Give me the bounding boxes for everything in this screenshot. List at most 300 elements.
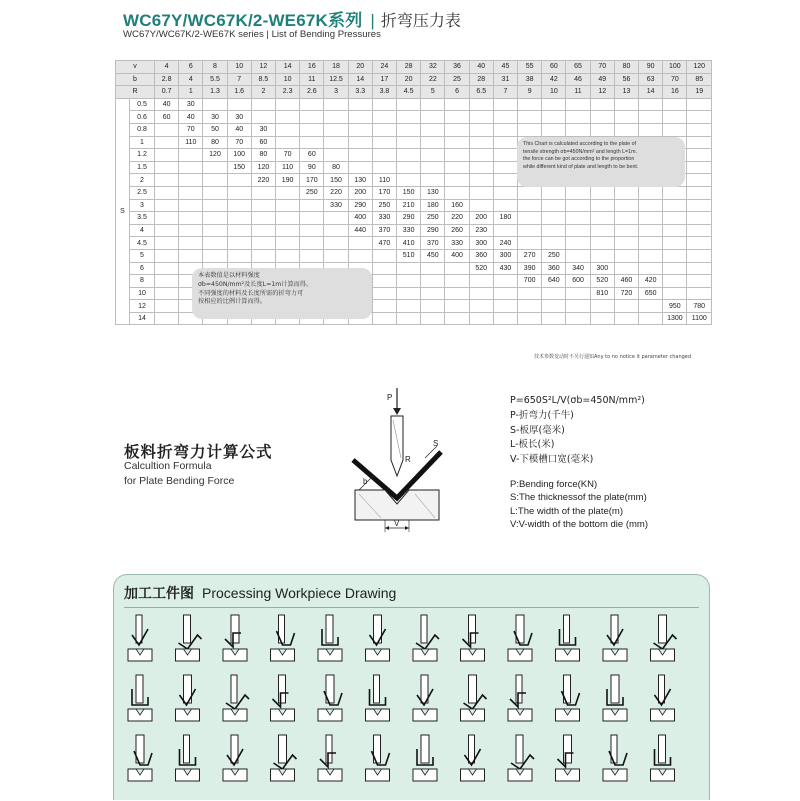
pressure-cell: 50: [203, 123, 227, 136]
header-cell: 63: [639, 73, 663, 86]
pressure-cell: [445, 123, 469, 136]
pressure-cell: 30: [179, 98, 203, 111]
header-cell: 16: [663, 86, 687, 99]
pressure-cell: [179, 161, 203, 174]
header-cell: 12: [251, 61, 275, 74]
pressure-cell: [590, 237, 614, 250]
header-cell: 16: [300, 61, 324, 74]
pressure-cell: [469, 149, 493, 162]
pressure-cell: [614, 123, 638, 136]
pressure-cell: 190: [276, 174, 300, 187]
def-cn: V-下模槽口宽(毫米): [510, 454, 594, 466]
pressure-cell: [179, 237, 203, 250]
pressure-cell: [469, 174, 493, 187]
pressure-cell: 330: [372, 212, 396, 225]
formula-title-cn: 板料折弯力计算公式: [124, 443, 273, 461]
pressure-cell: [155, 249, 179, 262]
pressure-cell: [445, 136, 469, 149]
pressure-cell: [251, 186, 275, 199]
pressure-cell: [566, 111, 590, 124]
thickness-cell: 5: [130, 249, 155, 262]
pressure-cell: 250: [421, 212, 445, 225]
note-en-line: while different kind of plate and length to be bent.: [523, 163, 639, 170]
pressure-cell: 400: [348, 212, 372, 225]
formula-title-en-line2: for Plate Bending Force: [124, 475, 235, 487]
pressure-cell: [469, 123, 493, 136]
pressure-cell: [276, 98, 300, 111]
pressure-cell: [251, 212, 275, 225]
pressure-cell: 200: [348, 186, 372, 199]
pressure-cell: 120: [251, 161, 275, 174]
header-cell: 40: [469, 61, 493, 74]
pressure-cell: [155, 212, 179, 225]
pressure-cell: [639, 312, 663, 325]
header-cell: 10: [542, 86, 566, 99]
workpiece-icon: [318, 675, 342, 721]
pressure-cell: 300: [469, 237, 493, 250]
label-s: S: [433, 439, 439, 448]
pressure-cell: [179, 224, 203, 237]
table-row: [116, 212, 712, 225]
pressure-cell: [397, 262, 421, 275]
pressure-cell: [687, 199, 712, 212]
pressure-cell: [300, 199, 324, 212]
header-cell: 32: [421, 61, 445, 74]
header-cell: 90: [639, 61, 663, 74]
workpiece-icon: [603, 675, 627, 721]
pressure-cell: [566, 186, 590, 199]
pressure-cell: 80: [324, 161, 348, 174]
pressure-cell: [493, 287, 517, 300]
pressure-cell: [590, 300, 614, 313]
pressure-cell: 80: [251, 149, 275, 162]
pressure-cell: [372, 249, 396, 262]
header-cell: 19: [687, 86, 712, 99]
workpiece-icon: [223, 735, 247, 781]
pressure-cell: 290: [348, 199, 372, 212]
pressure-cell: [469, 287, 493, 300]
pressure-cell: 410: [397, 237, 421, 250]
pressure-cell: 220: [445, 212, 469, 225]
pressure-cell: [203, 186, 227, 199]
def-cn: L-板长(米): [510, 439, 555, 451]
pressure-cell: [687, 149, 712, 162]
pressure-cell: [421, 312, 445, 325]
pressure-cell: 250: [300, 186, 324, 199]
pressure-cell: [300, 237, 324, 250]
pressure-cell: [590, 224, 614, 237]
header-cell: 2: [251, 86, 275, 99]
pressure-cell: 110: [179, 136, 203, 149]
pressure-cell: [542, 98, 566, 111]
pressure-cell: [445, 161, 469, 174]
table-footnote: 技术参数变动时不另行通知Any to no notice it parameter changed: [534, 354, 692, 360]
pressure-cell: [566, 224, 590, 237]
formula-title-en-line1: Calcultion Formula: [124, 460, 212, 472]
pressure-cell: [179, 249, 203, 262]
pressure-cell: [445, 186, 469, 199]
workpiece-icon: [651, 615, 677, 661]
pressure-cell: [687, 186, 712, 199]
pressure-cell: [663, 275, 687, 288]
pressure-cell: [542, 123, 566, 136]
pressure-cell: [566, 287, 590, 300]
pressure-cell: [372, 262, 396, 275]
s-axis-label: S: [116, 98, 130, 325]
pressure-cell: [203, 161, 227, 174]
pressure-cell: 220: [251, 174, 275, 187]
pressure-cell: 330: [445, 237, 469, 250]
workpiece-icon: [651, 675, 675, 721]
pressure-cell: [348, 149, 372, 162]
pressure-cell: [614, 186, 638, 199]
pressure-cell: [663, 262, 687, 275]
pressure-cell: [155, 275, 179, 288]
pressure-cell: [639, 186, 663, 199]
pressure-cell: [518, 300, 542, 313]
pressure-cell: 400: [445, 249, 469, 262]
header-cell: 60: [542, 61, 566, 74]
header-cell: 11: [300, 73, 324, 86]
pressure-cell: [300, 249, 324, 262]
row-label: v: [116, 61, 155, 74]
thickness-cell: 2.5: [130, 186, 155, 199]
workpiece-icon: [366, 675, 390, 721]
pressure-cell: 180: [421, 199, 445, 212]
pressure-cell: [155, 174, 179, 187]
pressure-cell: [251, 249, 275, 262]
header-cell: 2.6: [300, 86, 324, 99]
pressure-cell: [542, 224, 566, 237]
pressure-cell: [445, 149, 469, 162]
pressure-cell: 510: [397, 249, 421, 262]
header-cell: 4.5: [397, 86, 421, 99]
pressure-cell: [687, 98, 712, 111]
formula-legend-en: [510, 478, 648, 532]
pressure-cell: [639, 300, 663, 313]
header-cell: 56: [614, 73, 638, 86]
thickness-cell: 3: [130, 199, 155, 212]
pressure-cell: [493, 174, 517, 187]
pressure-cell: [542, 312, 566, 325]
pressure-cell: [493, 312, 517, 325]
thickness-cell: 0.6: [130, 111, 155, 124]
pressure-cell: [179, 174, 203, 187]
pressure-cell: 390: [518, 262, 542, 275]
pressure-cell: [155, 161, 179, 174]
pressure-cell: [203, 174, 227, 187]
pressure-cell: [203, 199, 227, 212]
pressure-cell: 80: [203, 136, 227, 149]
pressure-cell: [469, 111, 493, 124]
pressure-cell: [518, 287, 542, 300]
pressure-cell: [203, 224, 227, 237]
pressure-cell: [469, 161, 493, 174]
workpiece-icon: [223, 615, 247, 661]
pressure-cell: [614, 300, 638, 313]
header-cell: 100: [663, 61, 687, 74]
pressure-cell: [421, 300, 445, 313]
pressure-cell: [445, 300, 469, 313]
workpiece-icon: [128, 735, 152, 781]
header-cell: 42: [542, 73, 566, 86]
pressure-cell: [493, 111, 517, 124]
header-cell: 80: [614, 61, 638, 74]
pressure-cell: [155, 123, 179, 136]
pressure-cell: [469, 186, 493, 199]
pressure-cell: [542, 212, 566, 225]
header-cell: 85: [687, 73, 712, 86]
header-cell: 28: [469, 73, 493, 86]
workpiece-icon: [461, 615, 485, 661]
thickness-cell: 0.8: [130, 123, 155, 136]
pressure-cell: [663, 249, 687, 262]
pressure-cell: [179, 186, 203, 199]
workpiece-icon: [318, 735, 342, 781]
workpiece-icon: [318, 615, 342, 661]
header-cell: 12: [590, 86, 614, 99]
header-cell: 120: [687, 61, 712, 74]
pressure-cell: 70: [227, 136, 251, 149]
pressure-cell: [445, 98, 469, 111]
pressure-cell: [590, 98, 614, 111]
pressure-cell: 640: [542, 275, 566, 288]
pressure-cell: 200: [469, 212, 493, 225]
workpiece-icon: [128, 615, 152, 661]
pressure-cell: [276, 212, 300, 225]
pressure-cell: [687, 174, 712, 187]
pressure-cell: 470: [372, 237, 396, 250]
pressure-cell: 330: [397, 224, 421, 237]
pressure-cell: 520: [590, 275, 614, 288]
row-v: [116, 61, 712, 74]
pressure-cell: [397, 174, 421, 187]
workpiece-drawing-panel: [113, 574, 710, 800]
pressure-cell: 340: [566, 262, 590, 275]
pressure-cell: [397, 300, 421, 313]
pressure-cell: [227, 199, 251, 212]
def-en: L:The width of the plate(m): [510, 505, 623, 517]
workpiece-icon: [603, 615, 627, 661]
workpiece-icon: [461, 675, 487, 721]
pressure-cell: [590, 123, 614, 136]
pressure-cell: [566, 98, 590, 111]
pressure-cell: 600: [566, 275, 590, 288]
pressure-cell: [276, 249, 300, 262]
pressure-cell: [614, 98, 638, 111]
pressure-cell: [566, 123, 590, 136]
row-label: R: [116, 86, 155, 99]
pressure-cell: 300: [493, 249, 517, 262]
pressure-cell: 290: [421, 224, 445, 237]
pressure-cell: [276, 123, 300, 136]
note-cn-line: 不同强度的材料及长度所需的折弯力可: [198, 289, 304, 297]
header-cell: 12.5: [324, 73, 348, 86]
pressure-cell: [518, 237, 542, 250]
def-cn: P-折弯力(千牛): [510, 409, 574, 421]
pressure-cell: [397, 98, 421, 111]
pressure-cell: [300, 123, 324, 136]
pressure-cell: [348, 136, 372, 149]
pressure-cell: [276, 136, 300, 149]
workpiece-icon: [413, 735, 437, 781]
pressure-cell: 150: [227, 161, 251, 174]
thickness-cell: 0.5: [130, 98, 155, 111]
pressure-cell: [155, 199, 179, 212]
pressure-cell: [227, 186, 251, 199]
pressure-cell: 780: [687, 300, 712, 313]
pressure-cell: [276, 237, 300, 250]
workpiece-icon: [461, 735, 485, 781]
workpiece-icon: [556, 735, 580, 781]
pressure-cell: 40: [179, 111, 203, 124]
header-cell: 5.5: [203, 73, 227, 86]
label-p: P: [387, 393, 393, 402]
pressure-cell: [397, 161, 421, 174]
panel-title-en: Processing Workpiece Drawing: [202, 585, 397, 601]
workpiece-icon: [556, 675, 580, 721]
workpiece-icon: [413, 615, 439, 661]
pressure-cell: 150: [324, 174, 348, 187]
note-en-line: This Chart is calculated according to the plate of: [523, 141, 637, 147]
pressure-cell: [518, 123, 542, 136]
header-cell: 4: [155, 61, 179, 74]
pressure-cell: [445, 262, 469, 275]
pressure-cell: 170: [300, 174, 324, 187]
header-cell: 38: [518, 73, 542, 86]
pressure-cell: [155, 136, 179, 149]
header-cell: 49: [590, 73, 614, 86]
pressure-cell: [639, 98, 663, 111]
pressure-cell: [542, 300, 566, 313]
workpiece-icon: [556, 615, 580, 661]
pressure-cell: [276, 199, 300, 212]
pressure-cell: [493, 275, 517, 288]
table-row: [116, 237, 712, 250]
pressure-cell: [179, 212, 203, 225]
pressure-cell: [687, 237, 712, 250]
pressure-cell: [469, 98, 493, 111]
pressure-cell: [469, 136, 493, 149]
pressure-cell: [590, 199, 614, 212]
pressure-cell: [493, 224, 517, 237]
header-cell: 28: [397, 61, 421, 74]
header-cell: 55: [518, 61, 542, 74]
note-cn-line: 按相应的比例计算而得。: [198, 298, 267, 306]
header-cell: 25: [445, 73, 469, 86]
def-en: V:V-width of the bottom die (mm): [510, 519, 648, 531]
table-row: [116, 111, 712, 124]
header-cell: 2.3: [276, 86, 300, 99]
header-cell: 20: [348, 61, 372, 74]
pressure-cell: [590, 111, 614, 124]
pressure-cell: 120: [203, 149, 227, 162]
note-cn-line: 本表数值是以材料强度: [198, 272, 260, 279]
header-cell: 7: [227, 73, 251, 86]
header-cell: 10: [276, 73, 300, 86]
header-cell: 10: [227, 61, 251, 74]
pressure-cell: [251, 224, 275, 237]
pressure-cell: 100: [227, 149, 251, 162]
thickness-cell: 8: [130, 275, 155, 288]
pressure-cell: 430: [493, 262, 517, 275]
pressure-cell: 250: [542, 249, 566, 262]
pressure-cell: [324, 237, 348, 250]
thickness-cell: 2: [130, 174, 155, 187]
workpiece-icon: [366, 615, 390, 661]
pressure-cell: [639, 199, 663, 212]
pressure-cell: [687, 262, 712, 275]
pressure-cell: [251, 111, 275, 124]
pressure-cell: [663, 199, 687, 212]
row-r: [116, 86, 712, 99]
pressure-cell: [469, 312, 493, 325]
pressure-cell: [155, 224, 179, 237]
pressure-cell: [397, 111, 421, 124]
v-arrow-right: [405, 526, 409, 530]
header-cell: 11: [566, 86, 590, 99]
pressure-cell: [639, 224, 663, 237]
pressure-cell: [639, 262, 663, 275]
pressure-cell: [639, 249, 663, 262]
pressure-cell: [614, 249, 638, 262]
pressure-cell: 260: [445, 224, 469, 237]
pressure-cell: [300, 98, 324, 111]
pressure-cell: [566, 212, 590, 225]
pressure-cell: [276, 186, 300, 199]
pressure-cell: 440: [348, 224, 372, 237]
header-cell: 17: [372, 73, 396, 86]
pressure-cell: [493, 98, 517, 111]
pressure-cell: [251, 237, 275, 250]
pressure-cell: 950: [663, 300, 687, 313]
formula-equation: P=650S²L/V(σb=450N/mm²): [510, 395, 645, 406]
workpiece-icon: [128, 675, 152, 721]
pressure-cell: [179, 199, 203, 212]
pressure-cell: [639, 212, 663, 225]
pressure-cell: [421, 111, 445, 124]
pressure-cell: [276, 111, 300, 124]
pressure-cell: [348, 123, 372, 136]
pressure-cell: [421, 174, 445, 187]
pressure-cell: [639, 111, 663, 124]
pressure-cell: [227, 249, 251, 262]
bending-diagram: [345, 380, 495, 540]
pressure-cell: [445, 275, 469, 288]
pressure-cell: [542, 111, 566, 124]
pressure-cell: [687, 275, 712, 288]
def-cn: S-板厚(毫米): [510, 424, 565, 436]
workpiece-icon: [223, 675, 249, 721]
pressure-cell: 520: [469, 262, 493, 275]
pressure-cell: [566, 249, 590, 262]
header-cell: 45: [493, 61, 517, 74]
pressure-cell: [663, 224, 687, 237]
pressure-cell: 720: [614, 287, 638, 300]
pressure-cell: [421, 275, 445, 288]
def-en: S:The thicknessof the plate(mm): [510, 492, 647, 504]
pressure-cell: [227, 98, 251, 111]
pressure-cell: 360: [469, 249, 493, 262]
pressure-cell: [251, 98, 275, 111]
pressure-cell: [445, 111, 469, 124]
pressure-cell: [324, 123, 348, 136]
pressure-cell: 230: [469, 224, 493, 237]
pressure-cell: [614, 212, 638, 225]
header-cell: 3: [324, 86, 348, 99]
pressure-cell: [324, 212, 348, 225]
pressure-cell: [276, 224, 300, 237]
